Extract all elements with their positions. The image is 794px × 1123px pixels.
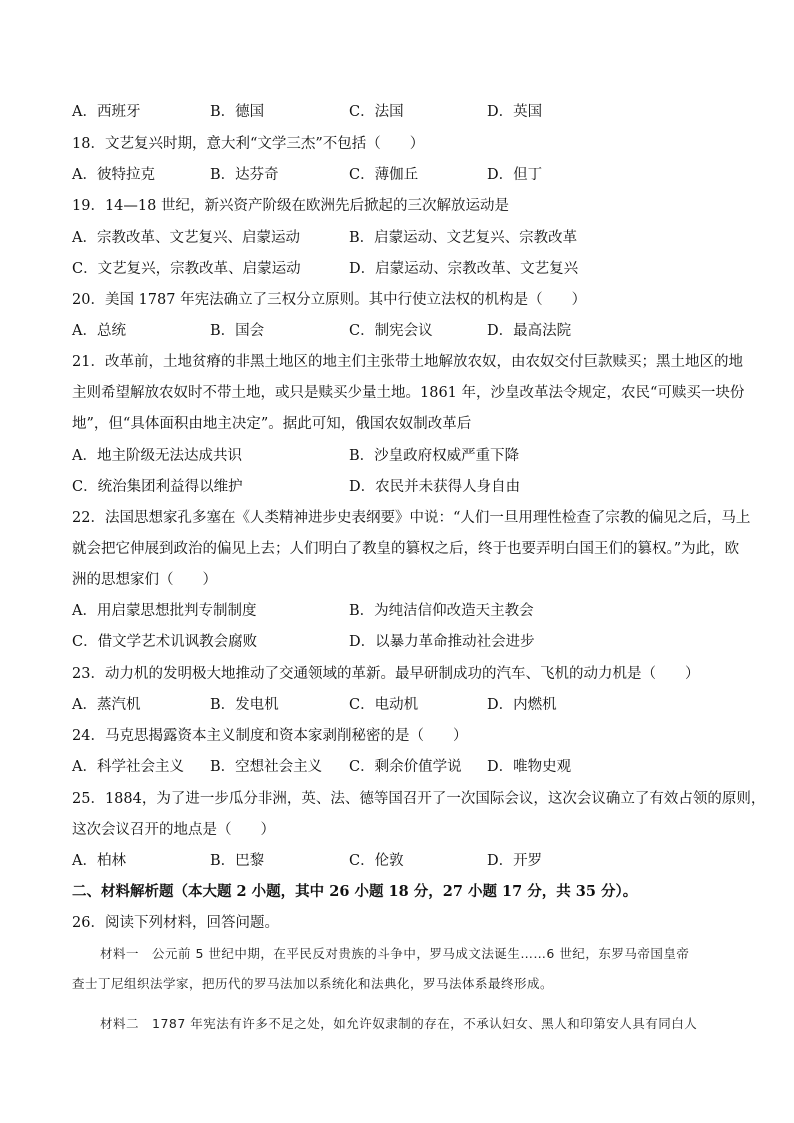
- q21-stem-line3: 地”，但“具体面积由地主决定”。据此可知，俄国农奴制改革后: [72, 416, 472, 432]
- q20-option-c: C．制宪会议: [349, 323, 433, 339]
- q25-option-a: A．柏林: [72, 853, 126, 869]
- q17-option-c: C．法国: [349, 104, 404, 120]
- q21-option-b: B．沙皇政府权威严重下降: [349, 448, 520, 464]
- q22-option-d: D．以暴力革命推动社会进步: [349, 634, 535, 650]
- q21-stem-line1: 21．改革前，土地贫瘠的非黑土地区的地主们主张带土地解放农奴，由农奴交付巨款赎买；黑土地区的地: [72, 354, 743, 370]
- q26-stem: 26．阅读下列材料，回答问题。: [72, 915, 279, 931]
- q24-stem: 24．马克思揭露资本主义制度和资本家剥削秘密的是（ ）: [72, 728, 468, 744]
- q22-option-b: B．为纯洁信仰改造天主教会: [349, 603, 534, 619]
- q21-option-c: C．统治集团利益得以维护: [72, 479, 243, 495]
- q24-option-a: A．科学社会主义: [72, 759, 184, 775]
- q23-stem: 23．动力机的发明极大地推动了交通领域的革新。最早研制成功的汽车、飞机的动力机是（ ）: [72, 666, 700, 682]
- q18-option-a: A．彼特拉克: [72, 167, 155, 183]
- q20-option-b: B．国会: [210, 323, 265, 339]
- q22-stem-line2: 就会把它伸展到政治的偏见上去；人们明白了教皇的篡权之后，终于也要弄明白国王们的篡权。”为此，欧: [72, 541, 740, 557]
- q19-option-a: A．宗教改革、文艺复兴、启蒙运动: [72, 230, 300, 246]
- q25-stem-line2: 这次会议召开的地点是（ ）: [72, 822, 275, 838]
- q25-option-b: B．巴黎: [210, 853, 265, 869]
- q20-option-d: D．最高法院: [487, 323, 572, 339]
- q26-material1-line1: 材料一 公元前 5 世纪中期，在平民反对贵族的斗争中，罗马成文法诞生……6 世纪，东罗马帝国皇帝: [100, 946, 690, 961]
- q20-option-a: A．总统: [72, 323, 126, 339]
- section-heading: 二、材料解析题（本大题 2 小题，其中 26 小题 18 分，27 小题 17 分，共 35 分）。: [72, 883, 638, 900]
- q22-stem-line1: 22．法国思想家孔多塞在《人类精神进步史表纲要》中说：“人们一旦用理性检查了宗教的偏见之后，马上: [72, 510, 751, 526]
- q18-option-d: D．但丁: [487, 167, 543, 183]
- q18-stem: 18．文艺复兴时期，意大利“文学三杰”不包括（ ）: [72, 136, 425, 152]
- q25-stem-line1: 25．1884，为了进一步瓜分非洲，英、法、德等国召开了一次国际会议，这次会议确立了有效占领的原则，: [72, 791, 766, 807]
- q18-option-b: B．达芬奇: [210, 167, 279, 183]
- q25-option-d: D．开罗: [487, 853, 543, 869]
- q21-option-d: D．农民并未获得人身自由: [349, 479, 521, 495]
- q25-option-c: C．伦敦: [349, 853, 404, 869]
- q19-option-c: C．文艺复兴，宗教改革、启蒙运动: [72, 261, 301, 277]
- q26-material1-line2: 查士丁尼组织法学家，把历代的罗马法加以系统化和法典化，罗马法体系最终形成。: [72, 976, 554, 991]
- q18-option-c: C．薄伽丘: [349, 167, 419, 183]
- q17-option-b: B．德国: [210, 104, 265, 120]
- q19-option-b: B．启蒙运动、文艺复兴、宗教改革: [349, 230, 578, 246]
- q23-option-d: D．内燃机: [487, 697, 557, 713]
- q19-option-d: D．启蒙运动、宗教改革、文艺复兴: [349, 261, 579, 277]
- q24-option-c: C．剩余价值学说: [349, 759, 462, 775]
- q26-material2-line1: 材料二 1787 年宪法有许多不足之处，如允许奴隶制的存在，不承认妇女、黑人和印第安人具有同白人: [100, 1016, 698, 1031]
- q19-stem: 19．14—18 世纪，新兴资产阶级在欧洲先后掀起的三次解放运动是: [72, 198, 509, 214]
- q24-option-b: B．空想社会主义: [210, 759, 323, 775]
- q17-option-a: A．西班牙: [72, 104, 141, 120]
- q21-stem-line2: 主则希望解放农奴时不带土地，或只是赎买少量土地。1861 年，沙皇改革法令规定，农民“可赎买一块份: [72, 385, 745, 401]
- q22-stem-line3: 洲的思想家们（ ）: [72, 572, 217, 588]
- q23-option-a: A．蒸汽机: [72, 697, 141, 713]
- q20-stem: 20．美国 1787 年宪法确立了三权分立原则。其中行使立法权的机构是（ ）: [72, 292, 587, 308]
- q23-option-c: C．电动机: [349, 697, 419, 713]
- q22-option-c: C．借文学艺术讥讽教会腐败: [72, 634, 258, 650]
- q23-option-b: B．发电机: [210, 697, 279, 713]
- q24-option-d: D．唯物史观: [487, 759, 572, 775]
- q17-option-d: D．英国: [487, 104, 543, 120]
- q21-option-a: A．地主阶级无法达成共识: [72, 448, 242, 464]
- q22-option-a: A．用启蒙思想批判专制制度: [72, 603, 257, 619]
